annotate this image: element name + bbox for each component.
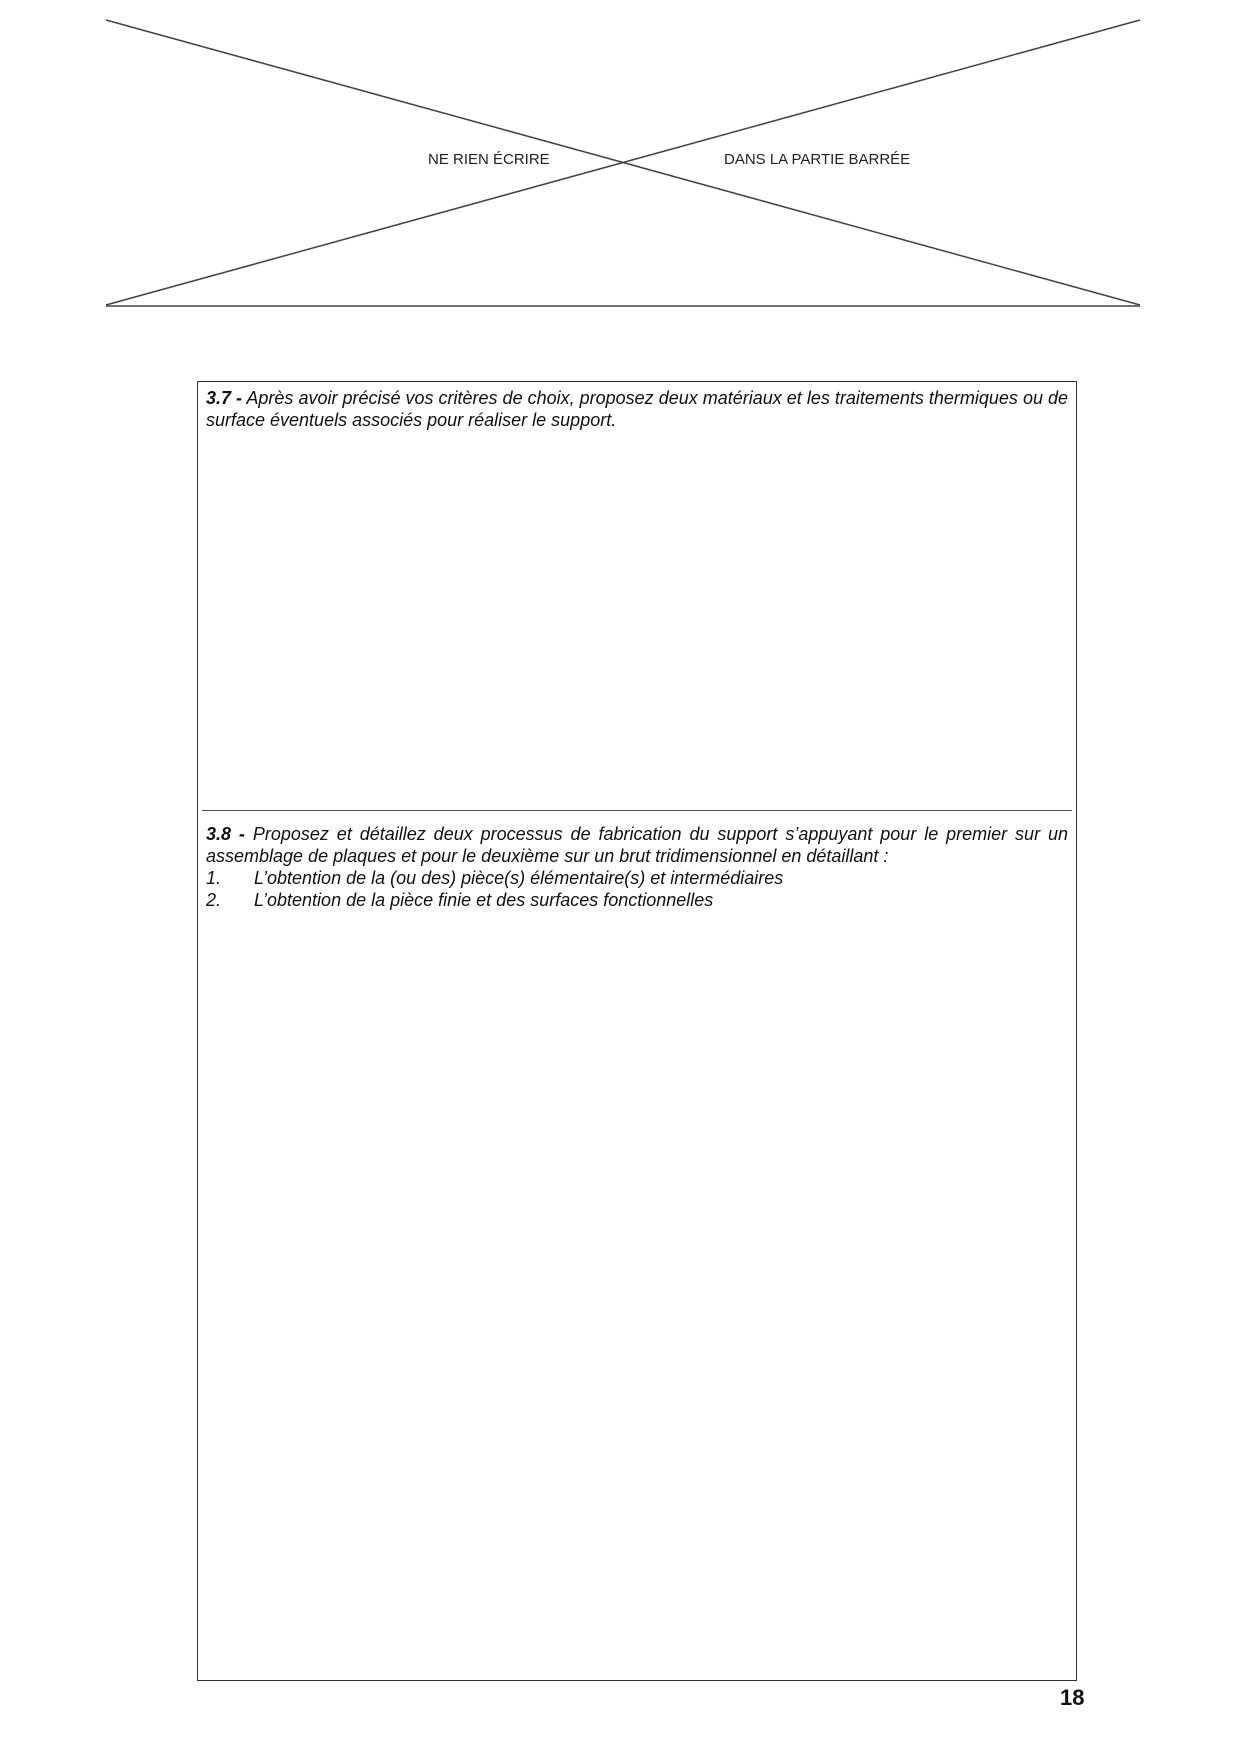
page-number: 18 [1060, 1685, 1085, 1710]
question-divider [202, 810, 1072, 811]
question-3-7 [206, 387, 1068, 431]
barred-label-left: NE RIEN ÉCRIRE [428, 151, 550, 168]
question-3-8-statement [206, 823, 1068, 867]
question-3-7-number: 3.7 - [206, 388, 243, 408]
question-3-8-number: 3.8 - [206, 824, 245, 844]
list-item-text: L’obtention de la pièce finie et des surfaces fonctionnelles [254, 890, 714, 910]
question-3-8 [206, 823, 1068, 911]
question-3-8-list [206, 867, 1068, 911]
list-item [206, 889, 1068, 911]
list-item-number: 1. [206, 868, 222, 888]
question-3-8-text: Proposez et détaillez deux processus de fabrication du support s’appuyant pour le premier sur un assemblage de plaques et pour le deuxième sur un brut tridimensionnel en détaillant : [206, 824, 1068, 866]
barred-cross [0, 0, 1240, 320]
question-3-7-text: Après avoir précisé vos critères de choix, proposez deux matériaux et les traitements thermiques ou de surface éventuels associés pour réaliser le support. [206, 388, 1069, 430]
barred-zone [0, 0, 1240, 320]
answer-frame [197, 381, 1077, 1681]
list-item [206, 867, 1068, 889]
barred-label-right: DANS LA PARTIE BARRÉE [724, 151, 911, 168]
list-item-number: 2. [206, 890, 222, 910]
list-item-text: L’obtention de la (ou des) pièce(s) élémentaire(s) et intermédiaires [254, 868, 784, 888]
